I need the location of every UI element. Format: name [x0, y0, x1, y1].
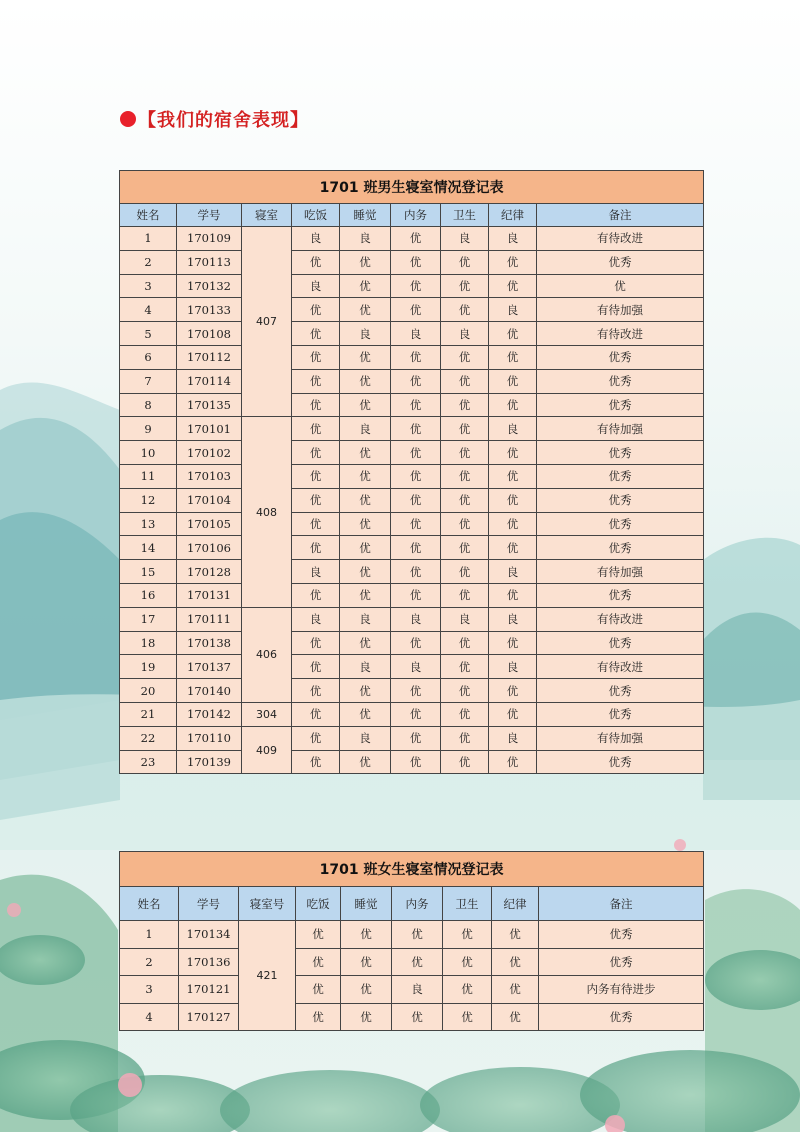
cell-housekeeping: 优 — [391, 227, 441, 251]
header-name: 姓名 — [120, 887, 179, 921]
cell-sleeping: 良 — [340, 417, 391, 441]
header-eating: 吃饭 — [292, 204, 340, 227]
cell-room: 409 — [242, 726, 292, 774]
header-housekeeping: 内务 — [392, 887, 443, 921]
cell-sleeping: 优 — [340, 274, 391, 298]
cell-housekeeping: 优 — [391, 274, 441, 298]
cell-discipline: 优 — [489, 679, 537, 703]
table-row — [120, 536, 704, 560]
cell-discipline: 良 — [489, 607, 537, 631]
cell-student-id: 170121 — [179, 976, 239, 1004]
cell-housekeeping: 优 — [392, 1003, 443, 1031]
cell-name-number: 3 — [120, 976, 179, 1004]
cell-room: 406 — [242, 607, 292, 702]
cell-eating: 良 — [292, 227, 340, 251]
cell-eating: 优 — [292, 750, 340, 774]
cell-hygiene: 优 — [443, 1003, 492, 1031]
cell-name-number: 22 — [120, 726, 177, 750]
cell-name-number: 11 — [120, 464, 177, 488]
cell-hygiene: 优 — [441, 631, 489, 655]
cell-student-id: 170138 — [177, 631, 242, 655]
cell-housekeeping: 优 — [391, 250, 441, 274]
cell-discipline: 优 — [489, 583, 537, 607]
cell-student-id: 170112 — [177, 345, 242, 369]
cell-eating: 优 — [292, 631, 340, 655]
cell-sleeping: 良 — [340, 322, 391, 346]
cell-student-id: 170128 — [177, 560, 242, 584]
cell-remarks: 优秀 — [537, 488, 704, 512]
table-row — [120, 250, 704, 274]
cell-name-number: 6 — [120, 345, 177, 369]
cell-remarks: 优秀 — [537, 631, 704, 655]
cell-housekeeping: 优 — [391, 488, 441, 512]
table-row — [120, 607, 704, 631]
cell-hygiene: 优 — [441, 345, 489, 369]
cell-eating: 优 — [292, 464, 340, 488]
table-title: 1701 班男生寝室情况登记表 — [120, 171, 704, 204]
table-row — [120, 726, 704, 750]
cell-hygiene: 优 — [441, 536, 489, 560]
header-name: 姓名 — [120, 204, 177, 227]
cell-remarks: 优秀 — [537, 441, 704, 465]
cell-discipline: 良 — [489, 298, 537, 322]
cell-remarks: 有待加强 — [537, 560, 704, 584]
header-hygiene: 卫生 — [443, 887, 492, 921]
cell-sleeping: 优 — [340, 702, 391, 726]
cell-name-number: 20 — [120, 679, 177, 703]
cell-hygiene: 优 — [441, 298, 489, 322]
cell-remarks: 优 — [537, 274, 704, 298]
cell-student-id: 170103 — [177, 464, 242, 488]
cell-housekeeping: 优 — [391, 702, 441, 726]
cell-sleeping: 优 — [340, 441, 391, 465]
cell-sleeping: 优 — [340, 560, 391, 584]
cell-housekeeping: 优 — [391, 441, 441, 465]
cell-name-number: 19 — [120, 655, 177, 679]
cell-eating: 良 — [292, 560, 340, 584]
cell-sleeping: 优 — [341, 948, 392, 976]
cell-student-id: 170133 — [177, 298, 242, 322]
cell-sleeping: 良 — [340, 726, 391, 750]
table-title: 1701 班女生寝室情况登记表 — [120, 852, 704, 887]
cell-hygiene: 优 — [441, 679, 489, 703]
cell-housekeeping: 优 — [391, 417, 441, 441]
cell-student-id: 170142 — [177, 702, 242, 726]
cell-hygiene: 优 — [441, 441, 489, 465]
cell-housekeeping: 优 — [391, 560, 441, 584]
cell-name-number: 10 — [120, 441, 177, 465]
cell-housekeeping: 优 — [392, 948, 443, 976]
cell-sleeping: 良 — [340, 227, 391, 251]
cell-eating: 优 — [292, 417, 340, 441]
section-heading — [120, 106, 309, 132]
header-sleeping: 睡觉 — [341, 887, 392, 921]
cell-eating: 优 — [292, 345, 340, 369]
cell-discipline: 优 — [489, 536, 537, 560]
cell-name-number: 8 — [120, 393, 177, 417]
cell-name-number: 17 — [120, 607, 177, 631]
cell-hygiene: 良 — [441, 227, 489, 251]
cell-housekeeping: 优 — [391, 464, 441, 488]
table-row — [120, 750, 704, 774]
cell-remarks: 有待改进 — [537, 322, 704, 346]
cell-student-id: 170137 — [177, 655, 242, 679]
cell-student-id: 170104 — [177, 488, 242, 512]
cell-name-number: 9 — [120, 417, 177, 441]
table-row — [120, 631, 704, 655]
cell-sleeping: 优 — [340, 512, 391, 536]
cell-remarks: 有待加强 — [537, 417, 704, 441]
cell-eating: 优 — [296, 921, 341, 949]
cell-remarks: 优秀 — [537, 250, 704, 274]
cell-student-id: 170131 — [177, 583, 242, 607]
cell-housekeeping: 优 — [392, 921, 443, 949]
cell-sleeping: 优 — [340, 536, 391, 560]
cell-name-number: 14 — [120, 536, 177, 560]
cell-eating: 优 — [292, 679, 340, 703]
cell-housekeeping: 良 — [391, 322, 441, 346]
cell-name-number: 2 — [120, 250, 177, 274]
cell-discipline: 良 — [489, 417, 537, 441]
header-remarks: 备注 — [539, 887, 704, 921]
cell-hygiene: 优 — [441, 417, 489, 441]
cell-student-id: 170127 — [179, 1003, 239, 1031]
cell-student-id: 170101 — [177, 417, 242, 441]
cell-sleeping: 优 — [340, 393, 391, 417]
cell-hygiene: 优 — [443, 976, 492, 1004]
cell-eating: 优 — [296, 1003, 341, 1031]
cell-room: 304 — [242, 702, 292, 726]
cell-eating: 优 — [296, 948, 341, 976]
table-row — [120, 655, 704, 679]
cell-sleeping: 优 — [341, 1003, 392, 1031]
cell-sleeping: 优 — [340, 631, 391, 655]
cell-student-id: 170114 — [177, 369, 242, 393]
cell-discipline: 良 — [489, 227, 537, 251]
cell-name-number: 4 — [120, 1003, 179, 1031]
cell-name-number: 18 — [120, 631, 177, 655]
cell-student-id: 170110 — [177, 726, 242, 750]
cell-eating: 优 — [292, 583, 340, 607]
cell-discipline: 优 — [489, 702, 537, 726]
cell-hygiene: 优 — [441, 583, 489, 607]
cell-remarks: 优秀 — [537, 536, 704, 560]
cell-discipline: 优 — [489, 345, 537, 369]
cell-remarks: 有待改进 — [537, 227, 704, 251]
cell-hygiene: 良 — [441, 322, 489, 346]
table-row — [120, 488, 704, 512]
cell-eating: 优 — [292, 393, 340, 417]
cell-room: 407 — [242, 227, 292, 417]
header-hygiene: 卫生 — [441, 204, 489, 227]
cell-discipline: 优 — [492, 948, 539, 976]
cell-remarks: 优秀 — [537, 345, 704, 369]
cell-discipline: 优 — [489, 441, 537, 465]
cell-eating: 优 — [292, 441, 340, 465]
cell-eating: 优 — [292, 702, 340, 726]
cell-eating: 优 — [292, 488, 340, 512]
table-row — [120, 1003, 704, 1031]
header-room: 寝室 — [242, 204, 292, 227]
cell-discipline: 优 — [489, 631, 537, 655]
cell-student-id: 170109 — [177, 227, 242, 251]
header-student-id: 学号 — [177, 204, 242, 227]
cell-student-id: 170136 — [179, 948, 239, 976]
cell-hygiene: 优 — [441, 369, 489, 393]
cell-housekeeping: 优 — [391, 345, 441, 369]
cell-name-number: 5 — [120, 322, 177, 346]
cell-eating: 良 — [292, 607, 340, 631]
cell-discipline: 良 — [489, 726, 537, 750]
cell-discipline: 良 — [489, 560, 537, 584]
cell-remarks: 有待加强 — [537, 298, 704, 322]
cell-discipline: 优 — [489, 488, 537, 512]
cell-sleeping: 优 — [340, 369, 391, 393]
header-housekeeping: 内务 — [391, 204, 441, 227]
table-row — [120, 369, 704, 393]
table-row — [120, 322, 704, 346]
cell-hygiene: 优 — [443, 948, 492, 976]
cell-hygiene: 优 — [441, 702, 489, 726]
cell-sleeping: 良 — [340, 607, 391, 631]
cell-student-id: 170140 — [177, 679, 242, 703]
cell-sleeping: 优 — [340, 488, 391, 512]
cell-housekeeping: 良 — [392, 976, 443, 1004]
table-row — [120, 441, 704, 465]
male-table-body — [120, 227, 704, 774]
cell-remarks: 优秀 — [537, 369, 704, 393]
cell-name-number: 3 — [120, 274, 177, 298]
table-row — [120, 679, 704, 703]
table-row — [120, 512, 704, 536]
cell-name-number: 23 — [120, 750, 177, 774]
cell-discipline: 优 — [489, 274, 537, 298]
cell-remarks: 优秀 — [537, 750, 704, 774]
cell-hygiene: 优 — [441, 512, 489, 536]
cell-name-number: 12 — [120, 488, 177, 512]
cell-student-id: 170108 — [177, 322, 242, 346]
cell-eating: 优 — [292, 369, 340, 393]
cell-sleeping: 优 — [340, 464, 391, 488]
male-dorm-table — [119, 170, 704, 774]
cell-sleeping: 优 — [341, 976, 392, 1004]
cell-housekeeping: 优 — [391, 393, 441, 417]
cell-housekeeping: 优 — [391, 298, 441, 322]
cell-housekeeping: 良 — [391, 655, 441, 679]
cell-student-id: 170111 — [177, 607, 242, 631]
cell-remarks: 优秀 — [537, 583, 704, 607]
cell-remarks: 优秀 — [539, 948, 704, 976]
cell-student-id: 170102 — [177, 441, 242, 465]
table-row — [120, 227, 704, 251]
table-row — [120, 583, 704, 607]
cell-remarks: 内务有待进步 — [539, 976, 704, 1004]
cell-name-number: 4 — [120, 298, 177, 322]
table-row — [120, 702, 704, 726]
header-discipline: 纪律 — [489, 204, 537, 227]
header-discipline: 纪律 — [492, 887, 539, 921]
cell-housekeeping: 优 — [391, 726, 441, 750]
header-eating: 吃饭 — [296, 887, 341, 921]
table-row — [120, 417, 704, 441]
cell-eating: 优 — [292, 512, 340, 536]
cell-discipline: 优 — [489, 512, 537, 536]
cell-discipline: 优 — [489, 250, 537, 274]
cell-name-number: 21 — [120, 702, 177, 726]
cell-remarks: 优秀 — [537, 512, 704, 536]
header-remarks: 备注 — [537, 204, 704, 227]
cell-eating: 优 — [292, 655, 340, 679]
female-table-body — [120, 921, 704, 1031]
cell-sleeping: 优 — [340, 345, 391, 369]
cell-discipline: 优 — [492, 921, 539, 949]
cell-remarks: 有待加强 — [537, 726, 704, 750]
cell-discipline: 优 — [492, 976, 539, 1004]
cell-eating: 优 — [292, 298, 340, 322]
cell-discipline: 优 — [489, 750, 537, 774]
cell-remarks: 优秀 — [537, 679, 704, 703]
cell-discipline: 优 — [492, 1003, 539, 1031]
cell-remarks: 有待改进 — [537, 655, 704, 679]
cell-student-id: 170135 — [177, 393, 242, 417]
cell-name-number: 7 — [120, 369, 177, 393]
cell-student-id: 170113 — [177, 250, 242, 274]
cell-housekeeping: 优 — [391, 631, 441, 655]
cell-hygiene: 优 — [441, 393, 489, 417]
cell-room: 421 — [239, 921, 296, 1031]
cell-name-number: 16 — [120, 583, 177, 607]
cell-eating: 优 — [296, 976, 341, 1004]
header-sleeping: 睡觉 — [340, 204, 391, 227]
cell-discipline: 优 — [489, 464, 537, 488]
cell-discipline: 优 — [489, 393, 537, 417]
cell-name-number: 2 — [120, 948, 179, 976]
table-row — [120, 274, 704, 298]
cell-name-number: 1 — [120, 227, 177, 251]
cell-room: 408 — [242, 417, 292, 607]
cell-eating: 优 — [292, 726, 340, 750]
cell-remarks: 有待改进 — [537, 607, 704, 631]
cell-housekeeping: 优 — [391, 679, 441, 703]
cell-eating: 优 — [292, 536, 340, 560]
cell-student-id: 170132 — [177, 274, 242, 298]
cell-hygiene: 优 — [441, 726, 489, 750]
cell-housekeeping: 优 — [391, 512, 441, 536]
cell-discipline: 良 — [489, 655, 537, 679]
cell-sleeping: 优 — [341, 921, 392, 949]
cell-discipline: 优 — [489, 369, 537, 393]
cell-sleeping: 优 — [340, 250, 391, 274]
header-student-id: 学号 — [179, 887, 239, 921]
cell-housekeeping: 优 — [391, 536, 441, 560]
cell-housekeeping: 优 — [391, 750, 441, 774]
table-row — [120, 948, 704, 976]
cell-eating: 优 — [292, 250, 340, 274]
cell-remarks: 优秀 — [537, 393, 704, 417]
cell-hygiene: 优 — [441, 750, 489, 774]
cell-housekeeping: 优 — [391, 583, 441, 607]
cell-hygiene: 优 — [441, 655, 489, 679]
cell-eating: 优 — [292, 322, 340, 346]
cell-sleeping: 优 — [340, 583, 391, 607]
cell-student-id: 170106 — [177, 536, 242, 560]
cell-housekeeping: 优 — [391, 369, 441, 393]
table-row — [120, 464, 704, 488]
table-row — [120, 393, 704, 417]
cell-sleeping: 优 — [340, 750, 391, 774]
cell-hygiene: 优 — [441, 488, 489, 512]
cell-sleeping: 优 — [340, 679, 391, 703]
cell-eating: 良 — [292, 274, 340, 298]
cell-housekeeping: 良 — [391, 607, 441, 631]
cell-hygiene: 优 — [441, 464, 489, 488]
cell-sleeping: 良 — [340, 655, 391, 679]
cell-name-number: 1 — [120, 921, 179, 949]
section-heading-text: 【我们的宿舍表现】 — [138, 110, 309, 131]
cell-name-number: 15 — [120, 560, 177, 584]
cell-hygiene: 优 — [441, 560, 489, 584]
cell-student-id: 170134 — [179, 921, 239, 949]
cell-hygiene: 优 — [441, 250, 489, 274]
cell-remarks: 优秀 — [537, 702, 704, 726]
cell-hygiene: 良 — [441, 607, 489, 631]
table-row — [120, 298, 704, 322]
cell-discipline: 优 — [489, 322, 537, 346]
table-row — [120, 345, 704, 369]
cell-student-id: 170139 — [177, 750, 242, 774]
cell-remarks: 优秀 — [539, 1003, 704, 1031]
cell-sleeping: 优 — [340, 298, 391, 322]
table-row — [120, 976, 704, 1004]
female-dorm-table — [119, 851, 704, 1031]
header-room-number: 寝室号 — [239, 887, 296, 921]
red-dot-icon — [120, 111, 136, 127]
table-row — [120, 921, 704, 949]
cell-remarks: 优秀 — [539, 921, 704, 949]
table-row — [120, 560, 704, 584]
cell-student-id: 170105 — [177, 512, 242, 536]
cell-name-number: 13 — [120, 512, 177, 536]
cell-hygiene: 优 — [441, 274, 489, 298]
cell-hygiene: 优 — [443, 921, 492, 949]
cell-remarks: 优秀 — [537, 464, 704, 488]
